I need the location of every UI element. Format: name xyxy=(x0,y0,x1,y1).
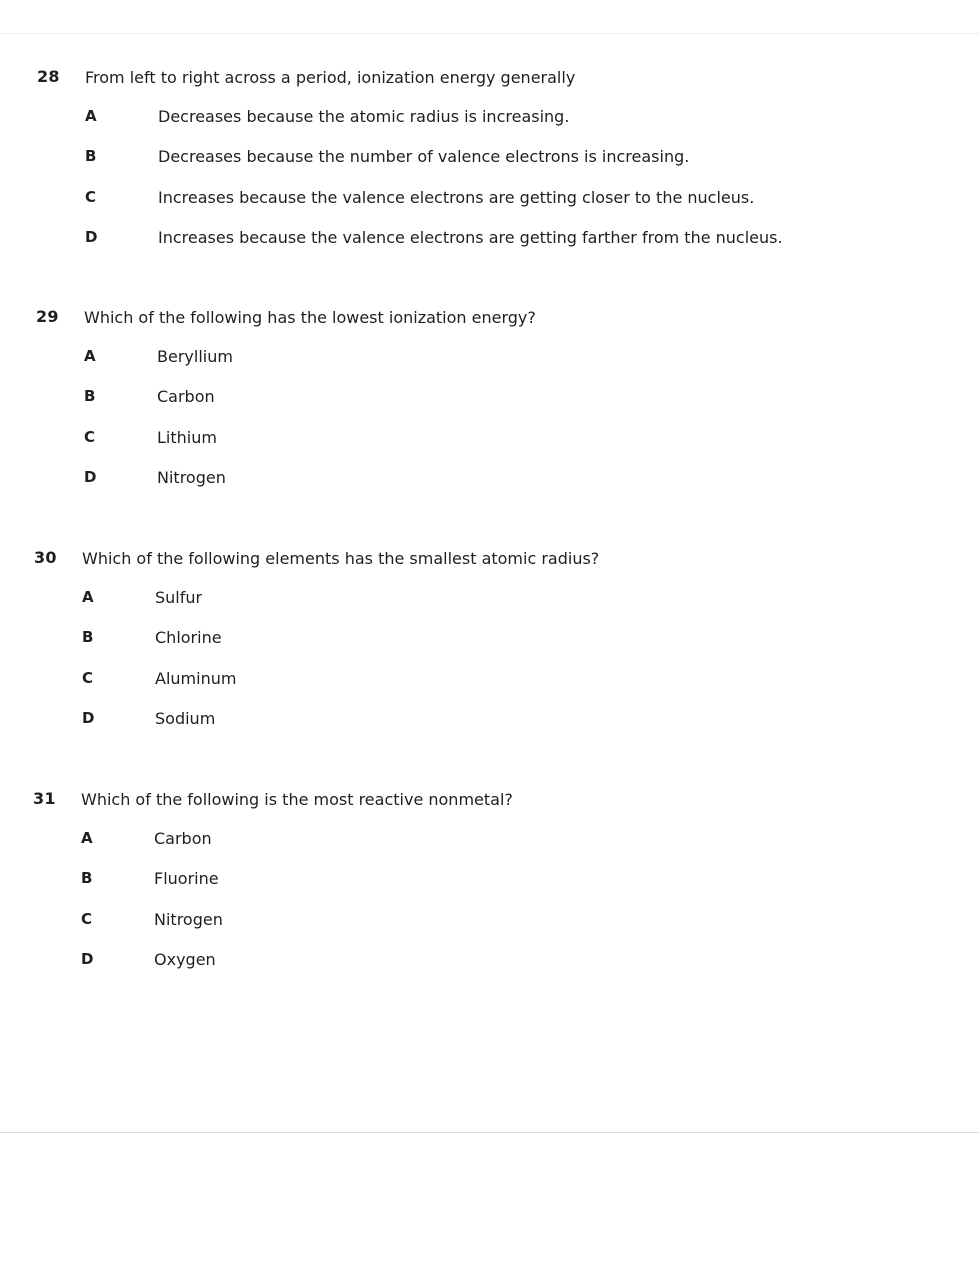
option-text: Nitrogen xyxy=(157,467,226,487)
question-stem: Which of the following is the most reactive nonmetal? xyxy=(81,790,513,809)
question-stem: From left to right across a period, ionization energy generally xyxy=(85,68,576,87)
option-letter: A xyxy=(82,588,94,606)
question-number: 30 xyxy=(34,548,57,567)
option-letter: D xyxy=(85,227,98,246)
option-text: Increases because the valence electrons are getting farther from the nucleus. xyxy=(158,227,783,247)
option-letter: D xyxy=(81,949,94,968)
option-text: Beryllium xyxy=(157,347,233,366)
option-text: Sulfur xyxy=(155,588,203,607)
question-number: 29 xyxy=(36,307,59,326)
option-text: Fluorine xyxy=(154,869,219,889)
option-letter: C xyxy=(81,909,93,928)
option-text: Chlorine xyxy=(155,628,222,648)
option-letter: C xyxy=(82,668,94,687)
option-text: Increases because the valence electrons are getting closer to the nucleus. xyxy=(158,187,755,207)
option-letter: C xyxy=(85,187,97,206)
option-letter: A xyxy=(81,829,93,847)
question-stem: Which of the following has the lowest ionization energy? xyxy=(84,308,536,327)
option-text: Lithium xyxy=(157,427,217,447)
option-letter: A xyxy=(84,347,96,365)
option-letter: B xyxy=(85,147,97,166)
option-text: Nitrogen xyxy=(154,909,223,929)
option-text: Aluminum xyxy=(155,668,237,688)
option-letter: B xyxy=(82,628,94,647)
question-number: 31 xyxy=(33,789,56,808)
option-letter: D xyxy=(82,708,95,727)
option-text: Carbon xyxy=(154,829,212,848)
option-text: Sodium xyxy=(155,708,216,728)
option-text: Decreases because the number of valence electrons is increasing. xyxy=(158,147,690,167)
option-letter: B xyxy=(81,869,93,888)
option-text: Decreases because the atomic radius is increasing. xyxy=(158,107,570,126)
question-stem: Which of the following elements has the smallest atomic radius? xyxy=(82,549,600,568)
option-text: Carbon xyxy=(157,387,215,407)
scan-edge-top xyxy=(0,33,979,34)
option-letter: D xyxy=(84,467,97,486)
option-letter: C xyxy=(84,427,96,446)
option-letter: B xyxy=(84,387,96,406)
option-letter: A xyxy=(85,107,97,125)
question-number: 28 xyxy=(37,67,60,86)
option-text: Oxygen xyxy=(154,949,216,969)
scan-edge-bottom xyxy=(0,1132,979,1133)
